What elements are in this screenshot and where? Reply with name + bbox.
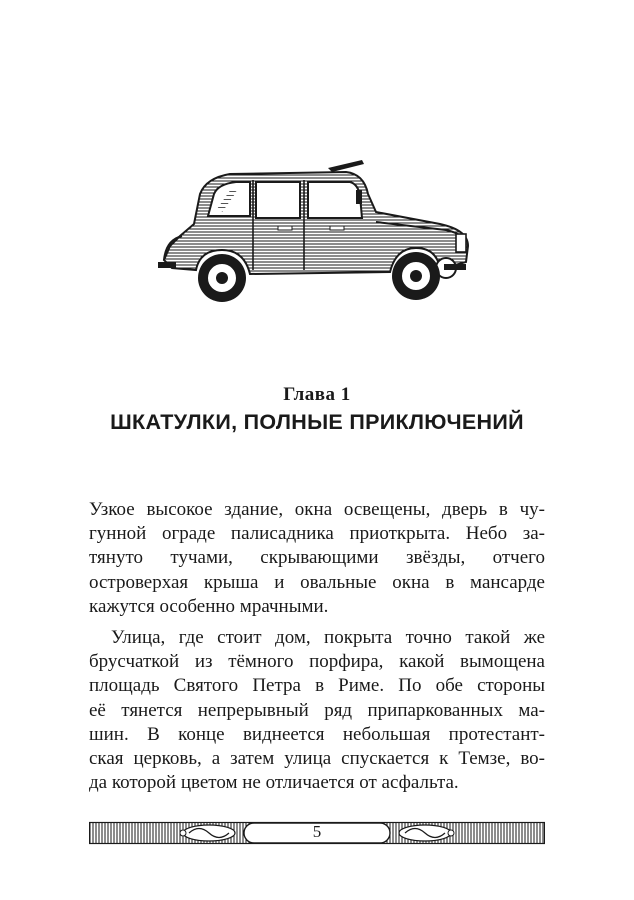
text-line: её тянется непрерывный ряд припаркованных ма- [89,699,545,721]
text-line: кажутся особенно мрачными. [89,595,329,617]
text-line: гунной ограде палисадника приоткрыта. Небо за- [89,523,545,545]
taxi-car-illustration [150,150,470,310]
text-line: Улица, где стоит дом, покрыта точно такой же [111,626,545,648]
page-footer [89,820,545,846]
chapter-number: Глава 1 [283,384,351,405]
text-line: островерхая крыша и овальные окна в мансарде [89,571,545,593]
text-line: да которой цветом не отличается от асфальта. [89,772,459,794]
text-line: ская церковь, а затем улица спускается к Темзе, во- [89,747,545,769]
page-number: 5 [312,822,322,841]
text-line: площадь Святого Петра в Риме. По обе стороны [89,675,545,697]
text-line: брусчаткой из тёмного порфира, какой вымощена [89,651,545,673]
text-line: тянуто тучами, скрывающими звёзды, отчего [89,547,545,569]
chapter-title: ШКАТУЛКИ, ПОЛНЫЕ ПРИКЛЮЧЕНИЙ [110,410,524,434]
text-line: Узкое высокое здание, окна освещены, дверь в чу- [89,499,545,520]
body-text [89,498,545,795]
text-line: шин. В конце виднеется небольшая протестант- [89,723,545,745]
paragraph-gap [89,619,545,626]
